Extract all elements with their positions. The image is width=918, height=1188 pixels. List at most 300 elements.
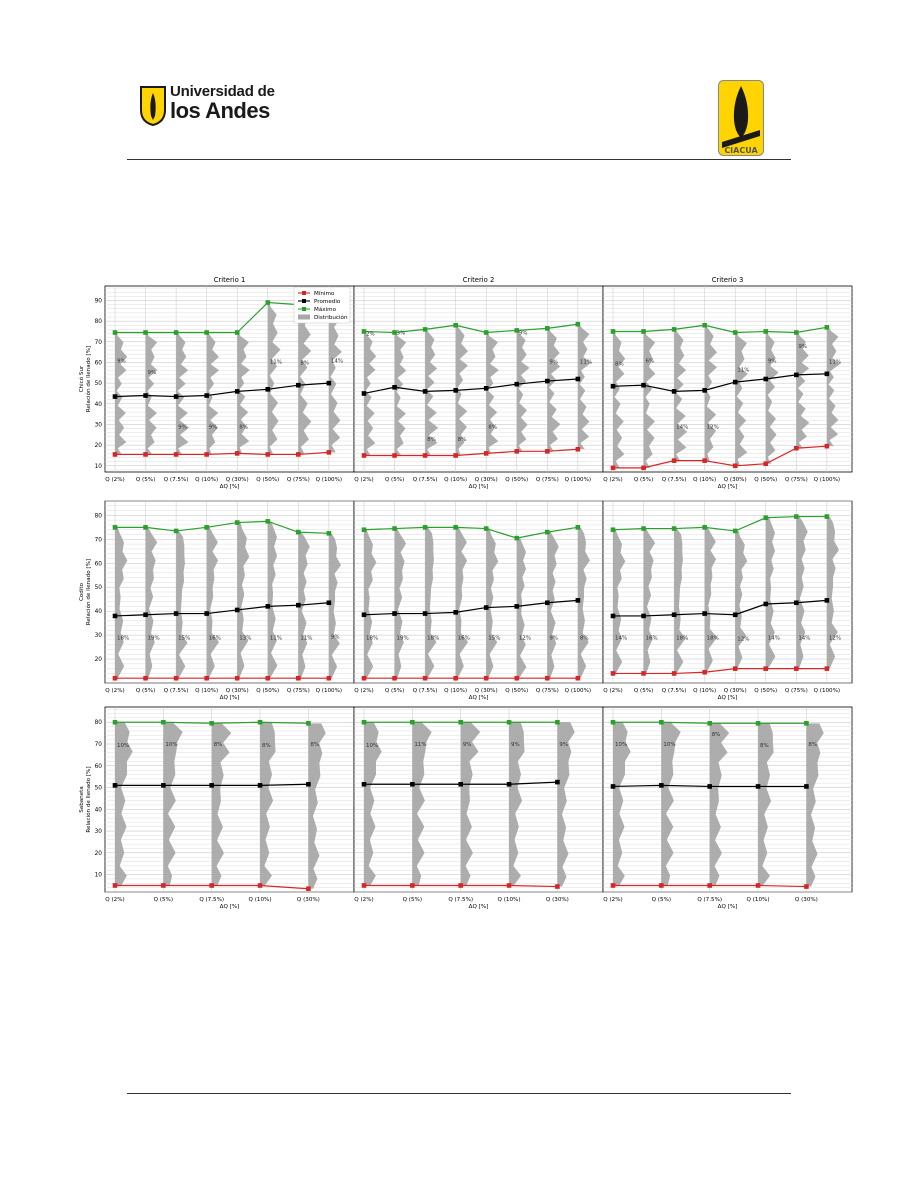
point-maximo-q-7-5 [423,525,428,530]
point-maximo-q-10 [204,525,209,530]
legend-label-promedio: Promedio [314,299,341,305]
x-tick-label: Q (100%) [564,477,592,483]
annotation-label: 9% [767,358,777,365]
point-promedio-q-5 [392,385,397,390]
x-tick-label: Q (50%) [754,688,778,694]
x-tick-label: Q (100%) [564,688,592,694]
x-tick-label: Q (7.5%) [163,477,189,483]
annotation-label: 12% [518,635,531,642]
annotation-label: 9% [178,424,187,431]
x-tick-label: Q (10%) [195,688,219,694]
point-promedio-q-100 [825,598,830,603]
legend-label-distribucion: Distribución [314,315,348,321]
point-minimo-q-5 [392,453,397,458]
point-promedio-q-2 [611,614,616,619]
point-promedio-q-2 [611,384,616,389]
y-tick-label: 40 [94,609,102,616]
point-maximo-q-50 [265,519,270,524]
annotation-label: 9% [798,343,808,350]
point-maximo-q-7-5 [458,720,463,725]
legend-marker-maximo [302,307,306,311]
university-name-line2: los Andes [170,98,270,123]
y-tick-label: 30 [94,422,102,429]
x-axis-label: ΔQ [%] [219,484,240,490]
annotation-label: 11% [269,359,282,366]
annotation-label: 10% [663,742,676,748]
point-promedio-q-75 [296,603,301,608]
y-tick-label: 50 [94,785,102,792]
y-axis-label: Relación de llenado [%] [86,766,92,833]
point-minimo-q-5 [410,883,415,888]
x-tick-label: Q (7.5%) [661,477,687,483]
point-promedio-q-100 [825,372,830,377]
annotation-label: 8% [808,742,818,748]
y-tick-label: 40 [94,401,102,408]
y-tick-label: 70 [94,339,102,346]
annotation-label: 8% [262,743,271,750]
point-minimo-q-7-5 [672,458,677,463]
x-tick-label: Q (100%) [315,477,343,483]
x-tick-label: Q (10%) [693,688,717,694]
point-minimo-q-2 [113,452,118,457]
x-tick-label: Q (2%) [105,477,125,483]
y-tick-label: 80 [94,319,102,326]
annotation-label: 9% [549,635,559,642]
y-tick-label: 60 [94,763,102,770]
point-maximo-q-100 [825,514,830,519]
point-promedio-q-7-5 [209,783,214,788]
annotation-label: 18% [676,635,689,642]
annotation-label: 15% [488,635,501,642]
point-maximo-q-30 [484,330,489,335]
annotation-label: 9% [208,424,218,431]
point-minimo-q-30 [235,451,240,456]
y-tick-label: 70 [94,537,102,544]
point-minimo-q-7-5 [423,453,428,458]
panel-codito-criterio-3 [603,501,852,701]
y-axis-label: Codito [79,582,85,602]
y-tick-label: 70 [94,742,102,748]
point-maximo-q-75 [296,530,301,535]
point-maximo-q-30 [484,526,489,531]
point-maximo-q-5 [641,526,646,531]
point-promedio-q-5 [659,783,664,788]
x-tick-label: Q (7.5%) [448,897,474,903]
point-minimo-q-100 [576,676,581,681]
point-minimo-q-75 [794,446,799,451]
annotation-label: 3% [396,330,406,337]
point-promedio-q-7-5 [423,389,428,394]
annotation-label: 8% [711,732,721,739]
point-promedio-q-7-5 [672,389,677,394]
x-tick-label: Q (5%) [135,688,156,694]
x-tick-label: Q (50%) [505,688,529,694]
point-minimo-q-2 [611,466,616,471]
annotation-label: 9% [511,742,520,748]
point-minimo-q-5 [659,883,664,888]
annotation-label: 11% [269,635,282,642]
point-maximo-q-7-5 [707,721,712,726]
point-maximo-q-5 [143,525,148,530]
annotation-label: 15% [178,635,191,642]
annotation-label: 9% [462,742,472,748]
annotation-label: 8% [213,742,223,748]
point-promedio-q-50 [763,602,768,607]
point-minimo-q-100 [327,676,332,681]
x-tick-label: Q (75%) [784,477,808,483]
point-promedio-q-5 [410,782,415,787]
annotation-label: 14% [615,635,628,642]
point-promedio-q-2 [362,782,367,787]
point-minimo-q-5 [392,676,397,681]
point-maximo-q-100 [576,525,581,530]
x-tick-label: Q (5%) [402,897,423,903]
x-tick-label: Q (2%) [105,897,125,903]
point-promedio-q-10 [702,388,707,393]
point-minimo-q-30 [306,886,311,891]
annotation-label: 8% [310,742,320,748]
x-tick-label: Q (10%) [195,477,219,483]
point-maximo-q-50 [265,300,270,305]
point-maximo-q-75 [545,530,550,535]
point-minimo-q-30 [733,666,738,671]
panel-codito-criterio-2 [354,501,603,701]
panel-sabaneta-criterio-3 [603,707,852,910]
point-promedio-q-2 [611,784,616,789]
x-tick-label: Q (5%) [633,688,654,694]
point-minimo-q-2 [611,883,616,888]
annotation-label: 16% [645,635,658,642]
x-axis-label: ΔQ [%] [219,904,240,910]
y-axis-label: Sabaneta [79,786,85,813]
annotation-label: 14% [798,635,811,642]
x-axis-label: ΔQ [%] [717,904,738,910]
point-promedio-q-30 [306,782,311,787]
annotation-label: 10% [366,743,379,750]
point-maximo-q-10 [453,323,458,328]
point-promedio-q-5 [392,611,397,616]
point-promedio-q-10 [453,610,458,615]
point-promedio-q-30 [484,605,489,610]
point-maximo-q-30 [306,721,311,726]
point-minimo-q-5 [161,883,166,888]
legend-label-maximo: Máximo [314,307,336,313]
x-tick-label: Q (5%) [384,477,405,483]
point-promedio-q-10 [756,784,761,789]
point-promedio-q-100 [576,598,581,603]
x-axis-label: ΔQ [%] [219,695,240,701]
point-maximo-q-2 [113,525,118,530]
y-tick-label: 10 [94,463,102,470]
annotation-label: 13% [239,635,252,642]
point-promedio-q-5 [641,614,646,619]
point-maximo-q-5 [143,330,148,335]
y-tick-label: 60 [94,360,102,367]
point-maximo-q-2 [113,720,118,725]
x-tick-label: Q (7.5%) [697,897,723,903]
point-maximo-q-30 [733,529,738,534]
point-minimo-q-75 [545,676,550,681]
panel-title: Criterio 1 [213,276,246,284]
point-maximo-q-30 [733,330,738,335]
annotation-label: 8% [427,436,436,443]
y-tick-label: 50 [94,381,102,388]
x-tick-label: Q (100%) [813,688,841,694]
y-tick-label: 30 [94,829,102,836]
point-promedio-q-75 [794,373,799,378]
point-minimo-q-7-5 [672,671,677,676]
point-minimo-q-30 [484,676,489,681]
point-minimo-q-50 [763,461,768,466]
annotation-label: 9% [549,359,559,366]
annotation-label: 11% [579,359,593,366]
x-tick-label: Q (2%) [603,477,623,483]
y-axis-label: Chicó Sur [79,365,85,393]
point-minimo-q-2 [113,676,118,681]
x-tick-label: Q (2%) [105,688,125,694]
x-tick-label: Q (2%) [603,688,623,694]
annotation-label: 2% [366,331,375,338]
point-minimo-q-5 [641,671,646,676]
annotation-label: 9% [117,358,126,365]
y-tick-label: 10 [94,872,102,879]
point-promedio-q-10 [204,393,209,398]
x-tick-label: Q (50%) [256,688,280,694]
y-tick-label: 90 [94,298,102,305]
ciacua-logo [718,80,764,156]
annotation-label: 10% [117,743,130,750]
point-minimo-q-2 [362,883,367,888]
point-minimo-q-10 [204,452,209,457]
annotation-label: 10% [165,742,178,748]
point-minimo-q-10 [756,883,761,888]
point-minimo-q-7-5 [423,676,428,681]
point-maximo-q-30 [235,330,240,335]
point-maximo-q-10 [204,330,209,335]
x-tick-label: Q (5%) [153,897,174,903]
y-tick-label: 20 [94,850,102,857]
point-maximo-q-2 [611,329,616,334]
annotation-label: 14% [676,424,689,431]
annotation-label: 8% [488,424,497,431]
annotation-label: 16% [457,635,470,642]
x-tick-label: Q (10%) [444,688,468,694]
point-minimo-q-50 [763,666,768,671]
point-promedio-q-2 [362,391,367,396]
annotation-label: 8% [300,360,310,367]
point-minimo-q-50 [265,676,270,681]
point-promedio-q-2 [113,783,118,788]
point-minimo-q-50 [514,449,519,454]
point-minimo-q-5 [143,452,148,457]
panel-chico-sur-criterio-3 [603,276,852,490]
point-promedio-q-50 [265,387,270,392]
x-tick-label: Q (5%) [135,477,156,483]
point-minimo-q-30 [235,676,240,681]
point-maximo-q-75 [794,514,799,519]
annotation-label: 12% [706,424,719,431]
panel-sabaneta-criterio-2 [354,707,603,910]
point-promedio-q-50 [265,604,270,609]
x-tick-label: Q (30%) [225,688,249,694]
x-tick-label: Q (30%) [296,897,320,903]
point-promedio-q-5 [161,783,166,788]
annotation-label: 18% [427,635,440,642]
y-tick-label: 20 [94,657,102,664]
point-maximo-q-100 [576,322,581,327]
point-maximo-q-2 [611,720,616,725]
point-minimo-q-7-5 [174,452,179,457]
annotation-label: 11% [828,359,842,366]
point-promedio-q-100 [576,377,581,382]
panel-title: Criterio 3 [711,276,744,284]
point-minimo-q-50 [514,676,519,681]
point-promedio-q-30 [235,608,240,613]
legend-label-minimo: Mínimo [314,291,335,297]
universidad-de-los-andes-logo [140,83,290,126]
point-promedio-q-10 [453,388,458,393]
point-promedio-q-7-5 [423,611,428,616]
point-promedio-q-30 [555,780,560,785]
point-promedio-q-50 [514,382,519,387]
point-promedio-q-7-5 [707,784,712,789]
point-maximo-q-50 [514,536,519,541]
x-axis-label: ΔQ [%] [468,695,489,701]
x-tick-label: Q (50%) [505,477,529,483]
header-rule [127,159,791,160]
panel-chico-sur-criterio-2 [354,276,603,490]
x-tick-label: Q (10%) [693,477,717,483]
annotation-label: 19% [147,635,160,642]
annotation-label: 8% [457,436,467,443]
point-promedio-q-100 [327,600,332,605]
point-minimo-q-100 [825,666,830,671]
x-tick-label: Q (7.5%) [163,688,189,694]
university-name-line1: Universidad de [170,83,275,100]
point-promedio-q-2 [362,612,367,617]
point-minimo-q-10 [702,670,707,675]
annotation-label: 18% [117,635,130,642]
point-minimo-q-7-5 [174,676,179,681]
point-maximo-q-7-5 [174,330,179,335]
point-minimo-q-10 [204,676,209,681]
x-tick-label: Q (100%) [813,477,841,483]
annotation-label: 9% [147,369,157,376]
point-minimo-q-2 [362,676,367,681]
point-maximo-q-2 [362,527,367,532]
x-tick-label: Q (30%) [723,477,747,483]
filling-ratio-figure [76,272,856,912]
point-maximo-q-7-5 [672,327,677,332]
annotation-label: 18% [366,635,379,642]
point-maximo-q-10 [507,720,512,725]
point-minimo-q-100 [576,447,581,452]
point-minimo-q-5 [641,466,646,471]
panel-title: Criterio 2 [462,276,495,284]
annotation-label: 18% [706,635,719,642]
x-tick-label: Q (10%) [497,897,521,903]
point-maximo-q-75 [545,326,550,331]
point-maximo-q-30 [555,720,560,725]
x-tick-label: Q (30%) [545,897,569,903]
point-maximo-q-50 [763,329,768,334]
x-tick-label: Q (2%) [603,897,623,903]
point-minimo-q-10 [258,883,263,888]
point-maximo-q-5 [410,720,415,725]
point-minimo-q-30 [733,464,738,469]
x-tick-label: Q (5%) [651,897,672,903]
y-tick-label: 80 [94,720,102,727]
point-minimo-q-2 [362,453,367,458]
annotation-label: 8% [760,743,769,750]
annotation-label: 6% [645,358,655,365]
point-promedio-q-100 [327,381,332,386]
point-promedio-q-75 [794,600,799,605]
point-maximo-q-7-5 [174,529,179,534]
x-tick-label: Q (10%) [746,897,770,903]
x-tick-label: Q (50%) [256,477,280,483]
x-tick-label: Q (75%) [535,477,559,483]
ciacua-label: CIACUA [724,146,758,155]
point-promedio-q-10 [702,611,707,616]
x-axis-label: ΔQ [%] [717,695,738,701]
annotation-label: 16% [208,635,221,642]
point-maximo-q-7-5 [672,526,677,531]
point-minimo-q-100 [327,450,332,455]
annotation-label: 8% [615,361,624,368]
x-tick-label: Q (100%) [315,688,343,694]
y-axis-label: Relación de llenado [%] [86,345,92,413]
x-tick-label: Q (30%) [794,897,818,903]
point-maximo-q-30 [804,721,809,726]
point-minimo-q-75 [296,452,301,457]
point-maximo-q-2 [611,527,616,532]
legend-patch-distribucion [298,315,310,320]
point-maximo-q-10 [702,525,707,530]
point-minimo-q-7-5 [209,883,214,888]
point-minimo-q-50 [265,452,270,457]
x-tick-label: Q (5%) [384,688,405,694]
point-minimo-q-2 [611,671,616,676]
x-tick-label: Q (30%) [723,688,747,694]
point-maximo-q-75 [794,330,799,335]
annotation-label: 9% [330,634,340,641]
point-maximo-q-50 [763,515,768,520]
point-minimo-q-100 [825,444,830,449]
legend [294,287,350,323]
x-tick-label: Q (30%) [474,477,498,483]
point-maximo-q-7-5 [209,721,214,726]
point-maximo-q-2 [362,720,367,725]
x-tick-label: Q (75%) [286,477,310,483]
x-tick-label: Q (50%) [754,477,778,483]
university-shield-icon [140,86,166,126]
x-tick-label: Q (2%) [354,897,374,903]
point-promedio-q-50 [514,604,519,609]
annotation-label: 11% [737,367,750,374]
panel-sabaneta-criterio-1 [79,707,354,910]
point-promedio-q-30 [484,386,489,391]
point-promedio-q-2 [113,394,118,399]
annotation-label: 9% [518,330,528,337]
point-promedio-q-30 [235,389,240,394]
annotation-label: 11% [300,635,313,642]
y-tick-label: 50 [94,585,102,592]
x-tick-label: Q (5%) [633,477,654,483]
y-tick-label: 30 [94,633,102,640]
x-axis-label: ΔQ [%] [468,904,489,910]
point-maximo-q-10 [453,525,458,530]
